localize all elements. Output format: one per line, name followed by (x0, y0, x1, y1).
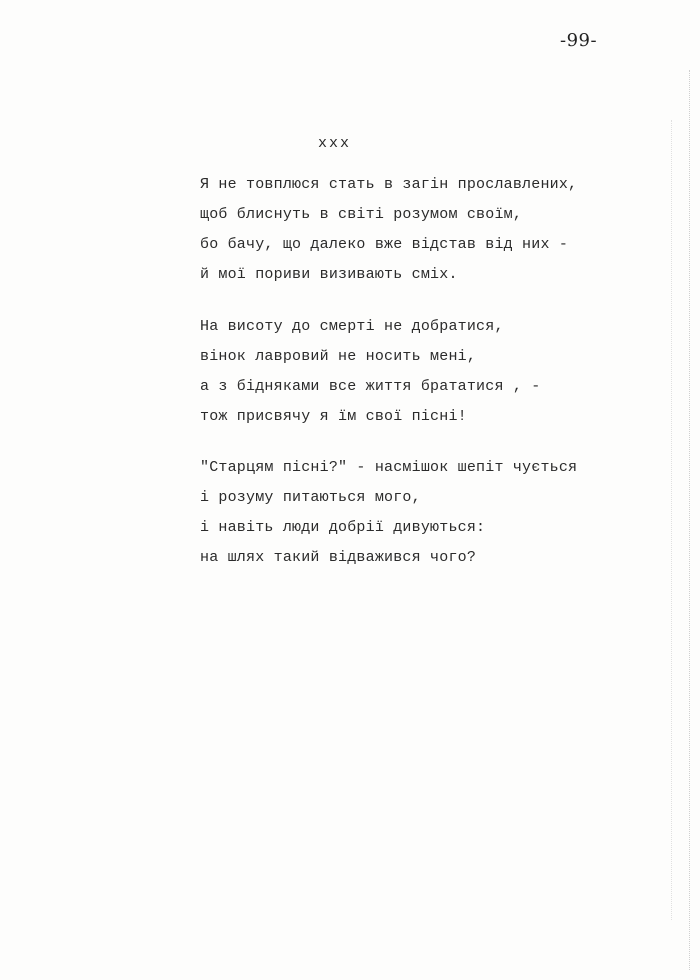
page-edge-dots (688, 70, 690, 970)
poem-line: Я не товплюся стать в загін прославлених, (200, 176, 578, 193)
poem-line: на шлях такий відважився чого? (200, 549, 477, 566)
poem-line: На висоту до смерті не добратися, (200, 318, 504, 335)
poem-line: і навіть люди добрії дивуються: (200, 519, 486, 536)
stanza-1 (200, 170, 670, 290)
poem-line: і розуму питаються мого, (200, 489, 421, 506)
page-edge-dots-inner (670, 120, 672, 920)
poem-line: й мої пориви визивають сміх. (200, 266, 458, 283)
stanza-2 (200, 312, 670, 432)
stanza-3 (200, 453, 670, 573)
poem-title: xxx (318, 135, 352, 152)
poem-line: тож присвячу я їм свої пісні! (200, 408, 467, 425)
poem-line: щоб блиснуть в світі розумом своїм, (200, 206, 523, 223)
poem-line: бо бачу, що далеко вже відстав від них - (200, 236, 569, 253)
poem-line: вінок лавровий не носить мені, (200, 348, 477, 365)
page-number: -99- (560, 30, 598, 51)
poem-line: "Старцям пісні?" - насмішок шепіт чується (200, 459, 578, 476)
poem-line: а з бідняками все життя брататися , - (200, 378, 541, 395)
